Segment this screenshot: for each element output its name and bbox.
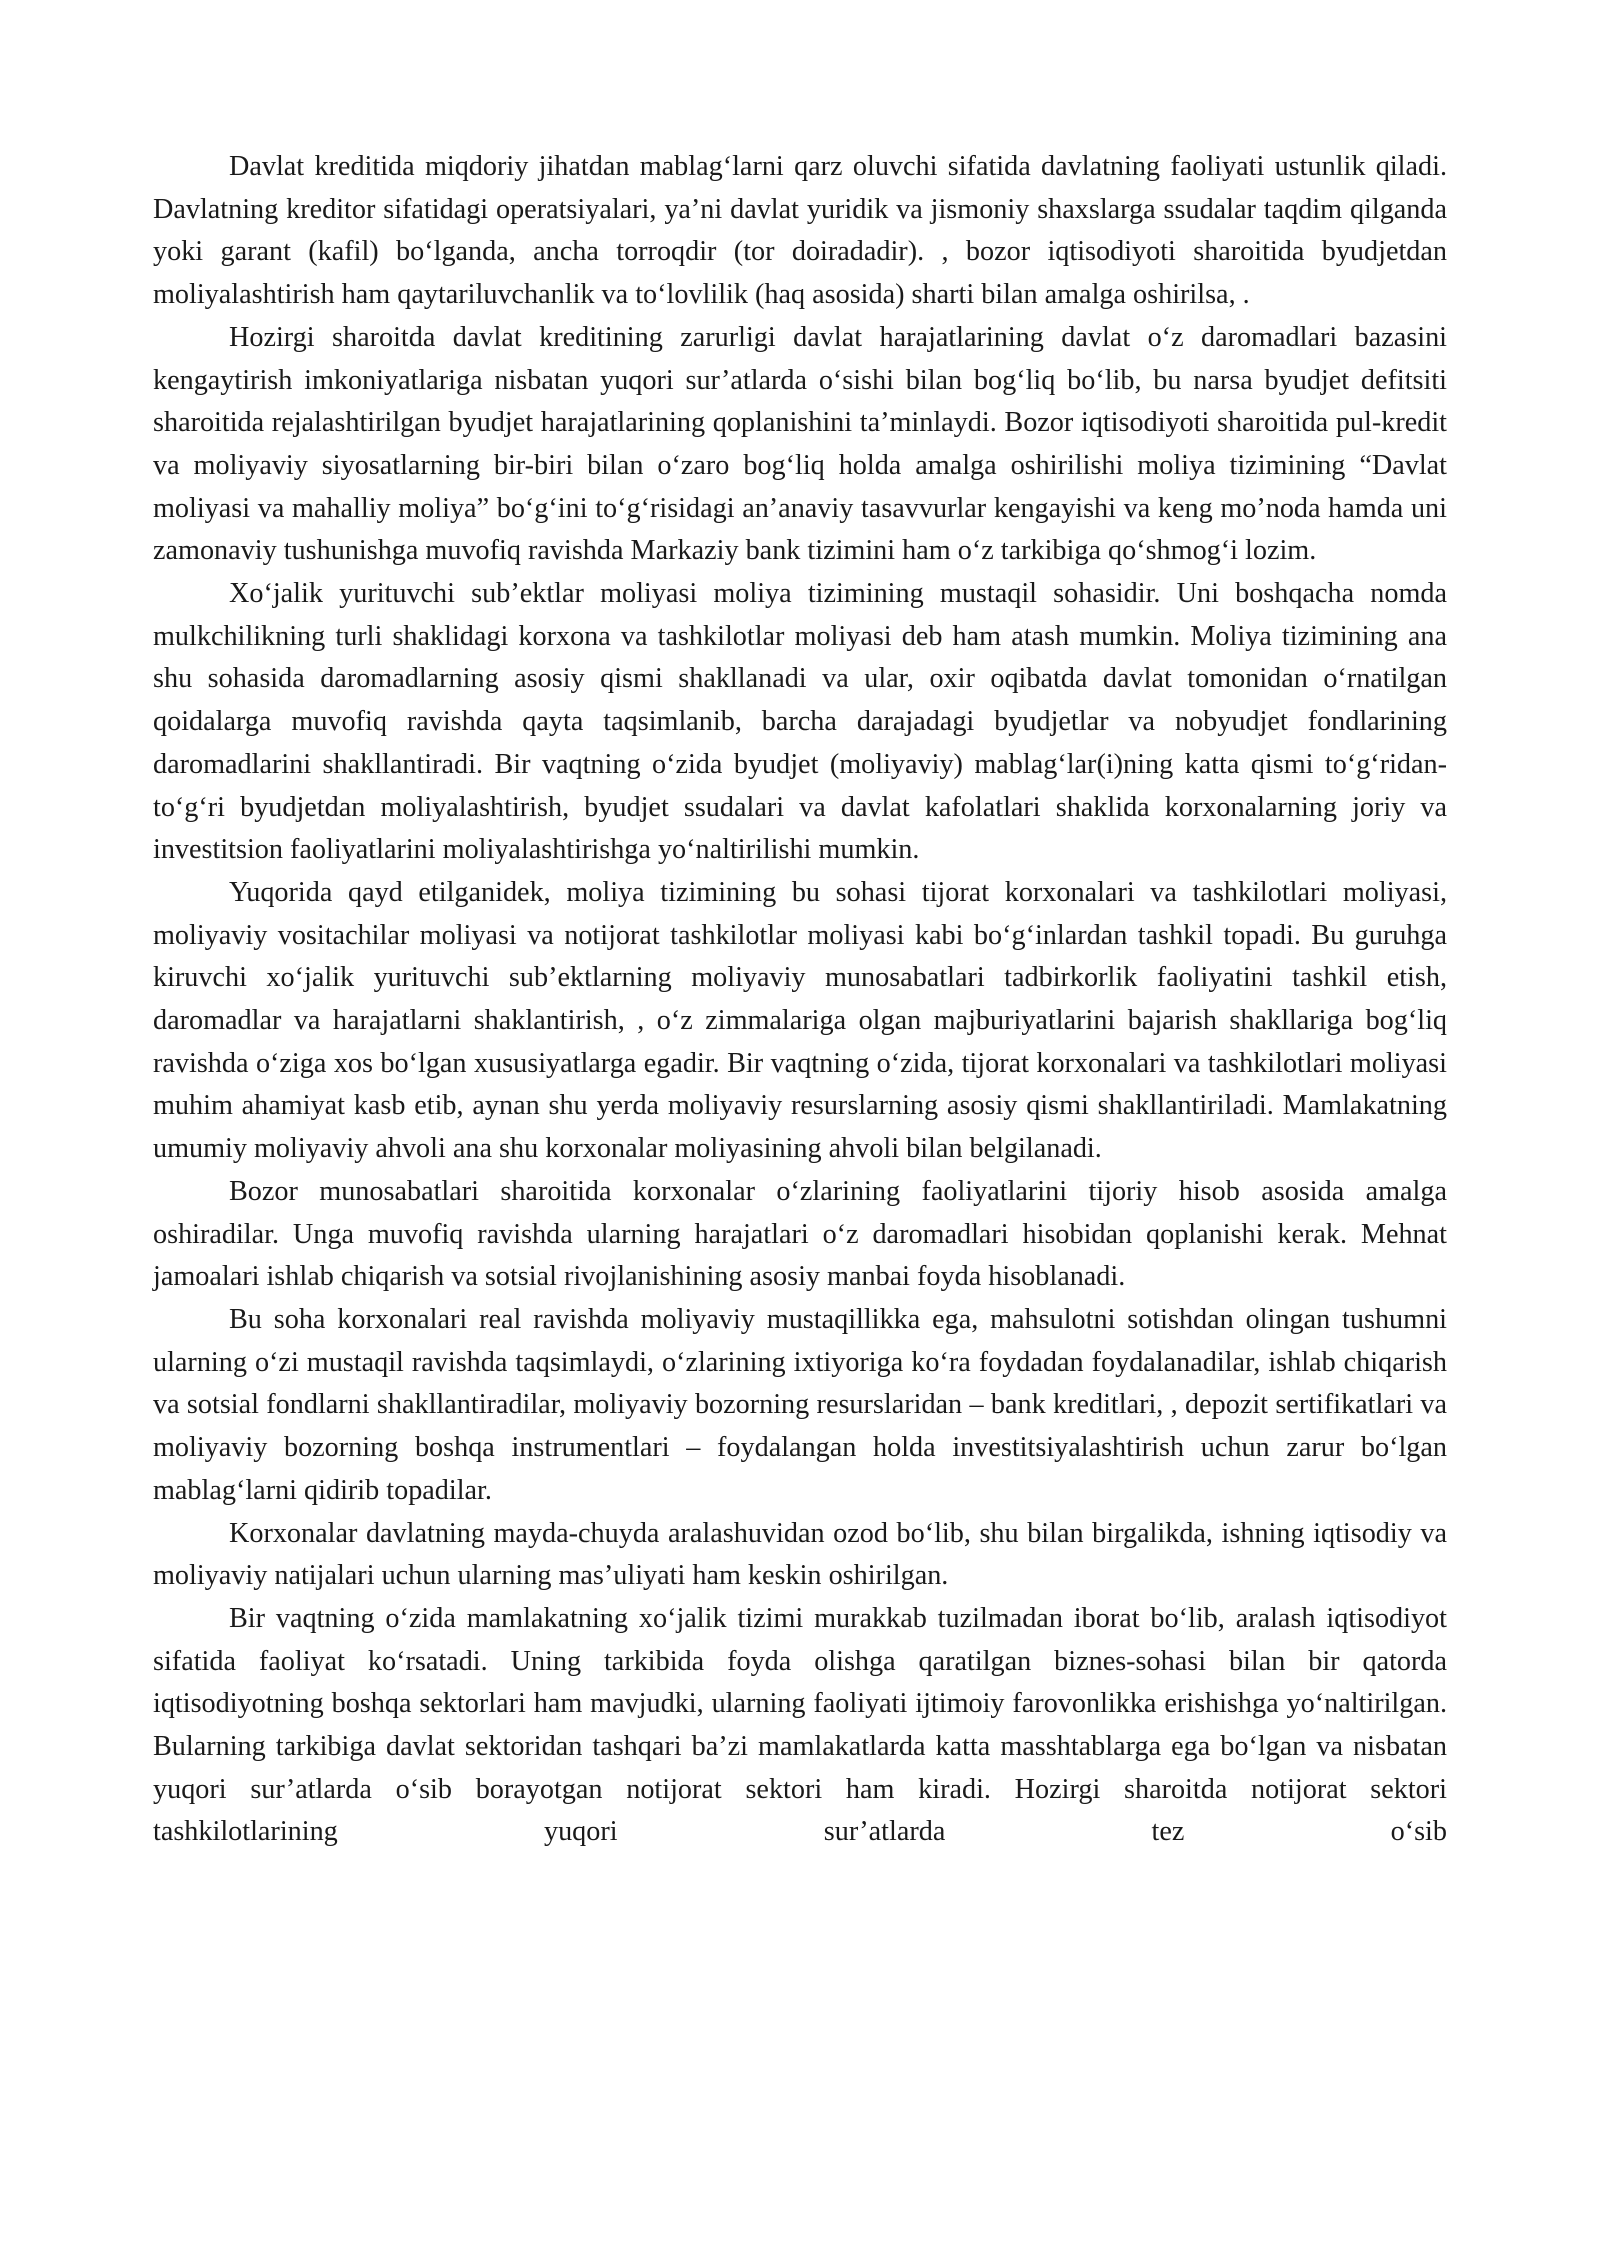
paragraph-1: Davlat kreditida miqdoriy jihatdan mablag‘larni qarz oluvchi sifatida davlatning faoliyati ustunlik qiladi. Davlatning kreditor sifatidagi operatsiyalari, ya’ni davlat yuridik va jismoniy shaxslarga ssudalar taqdim qilganda yoki garant (kafil) bo‘lganda, ancha torroqdir (tor doiradadir). , bozor iqtisodiyoti sharoitida byudjetdan moliyalashtirish ham qaytariluvchanlik va to‘lovlilik (haq asosida) sharti bilan amalga oshirilsa, . [153, 151, 1447, 311]
paragraph-5: Bozor munosabatlari sharoitida korxonalar o‘zlarining faoliyatlarini tijoriy hisob asosida amalga oshiradilar. Unga muvofiq ravishda ularning harajatlari o‘z daromadlari hisobidan qoplanishi kerak. Mehnat jamoalari ishlab chiqarish va sotsial rivojlanishining asosiy manbai foyda hisoblanadi. [153, 1175, 1447, 1293]
paragraph-6: Bu soha korxonalari real ravishda moliyaviy mustaqillikka ega, mahsulotni sotishdan olingan tushumni ularning o‘zi mustaqil ravishda taqsimlaydi, o‘zlarining ixtiyoriga ko‘ra foydadan foydalanadilar, ishlab chiqarish va sotsial fondlarni shakllantiradilar, moliyaviy bozorning resurslaridan – bank kreditlari, , depozit sertifikatlari va moliyaviy bozorning boshqa instrumentlari – foydalangan holda investitsiyalashtirish uchun zarur bo‘lgan mablag‘larni qidirib topadilar. [153, 1303, 1447, 1506]
paragraph-3: Xo‘jalik yurituvchi sub’ektlar moliyasi moliya tizimining mustaqil sohasidir. Uni boshqacha nomda mulkchilikning turli shaklidagi korxona va tashkilotlar moliyasi deb ham atash mumkin. Moliya tizimining ana shu sohasida daromadlarning asosiy qismi shakllanadi va ular, oxir oqibatda davlat tomonidan o‘rnatilgan qoidalarga muvofiq ravishda qayta taqsimlanib, barcha darajadagi byudjetlar va nobyudjet fondlarining daromadlarini shakllantiradi. Bir vaqtning o‘zida byudjet (moliyaviy) mablag‘lar(i)ning katta qismi to‘g‘ridan-to‘g‘ri byudjetdan moliyalashtirish, byudjet ssudalari va davlat kafolatlari shaklida korxonalarning joriy va investitsion faoliyatlarini moliyalashtirishga yo‘naltirilishi mumkin. [153, 578, 1447, 866]
paragraph-2: Hozirgi sharoitda davlat kreditining zarurligi davlat harajatlarining davlat o‘z daromadlari bazasini kengaytirish imkoniyatlariga nisbatan yuqori sur’atlarda o‘sishi bilan bog‘liq bo‘lib, bu narsa byudjet defitsiti sharoitida rejalashtirilgan byudjet harajatlarining qoplanishini ta’minlaydi. Bozor iqtisodiyoti sharoitida pul-kredit va moliyaviy siyosatlarning bir-biri bilan o‘zaro bog‘liq holda amalga oshirilishi moliya tizimining “Davlat moliyasi va mahalliy moliya” bo‘g‘ini to‘g‘risidagi an’anaviy tasavvurlar kengayishi va keng mo’noda hamda uni zamonaviy tushunishga muvofiq ravishda Markaziy bank tizimini ham o‘z tarkibiga qo‘shmog‘i lozim. [153, 321, 1447, 567]
paragraph-4: Yuqorida qayd etilganidek, moliya tizimining bu sohasi tijorat korxonalari va tashkilotlari moliyasi, moliyaviy vositachilar moliyasi va notijorat tashkilotlar moliyasi kabi bo‘g‘inlardan tashkil topadi. Bu guruhga kiruvchi xo‘jalik yurituvchi sub’ektlarning moliyaviy munosabatlari tadbirkorlik faoliyatini tashkil etish, daromadlar va harajatlarni shaklantirish, , o‘z zimmalariga olgan majburiyatlarini bajarish shakllariga bog‘liq ravishda o‘ziga xos bo‘lgan xususiyatlarga egadir. Bir vaqtning o‘zida, tijorat korxonalari va tashkilotlari moliyasi muhim ahamiyat kasb etib, aynan shu yerda moliyaviy resurslarning asosiy qismi shakllantiriladi. Mamlakatning umumiy moliyaviy ahvoli ana shu korxonalar moliyasining ahvoli bilan belgilanadi. [153, 876, 1447, 1165]
paragraph-8: Bir vaqtning o‘zida mamlakatning xo‘jalik tizimi murakkab tuzilmadan iborat bo‘lib, aralash iqtisodiyot sifatida faoliyat ko‘rsatadi. Uning tarkibida foyda olishga qaratilgan biznes-sohasi bilan bir qatorda iqtisodiyotning boshqa sektorlari ham mavjudki, ularning faoliyati ijtimoiy farovonlikka erishishga yo‘naltirilgan. Bularning tarkibiga davlat sektoridan tashqari ba’zi mamlakatlarda katta masshtablarga ega bo‘lgan va nisbatan yuqori sur’atlarda o‘sib borayotgan notijorat sektori ham kiradi. Hozirgi sharoitda notijorat sektori tashkilotlarining yuqori sur’atlarda tez o‘sib [153, 1602, 1447, 1848]
document-page [153, 146, 1447, 1854]
paragraph-7: Korxonalar davlatning mayda-chuyda aralashuvidan ozod bo‘lib, shu bilan birgalikda, ishning iqtisodiy va moliyaviy natijalari uchun ularning mas’uliyati ham keskin oshirilgan. [153, 1517, 1447, 1592]
